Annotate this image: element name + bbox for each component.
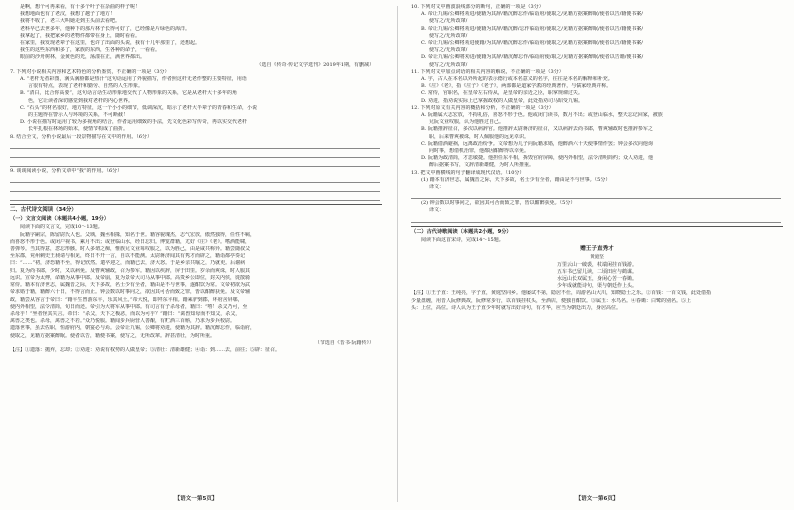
translate-label: 译文： xyxy=(429,207,445,214)
story-line: 眼前的沙舟树林，金黄色的光，荡漾在正，满世界都出。 xyxy=(20,54,146,61)
passage-line: 使取之，见籍方据案醉眠。使者以告，籍便书案，使写之，无所改窜。辞甚清壮，为时所重。 xyxy=(10,332,216,339)
answer-line[interactable] xyxy=(10,141,380,149)
story-line: 老科早已去世多年，他种下的那片林子长得可好了，已经像是片绿色的海洋。 xyxy=(20,25,191,32)
option-line: C. 阮籍借酒避祸，远离政治纷争。文帝想为儿子向阮籍求婚，他醉酒六十天使事情作罢；钟会多次向他询 xyxy=(421,140,653,147)
passage-line: 至东郡，兖州刺史王昶请与相见，终日不开一言，自以不能测。太尉蒋济闻其有隽才而辟之，籍诣都亭奏记 xyxy=(10,253,246,260)
question-stem: 11. 下列对文中加点词语的相关内容的解说，不正确的一项是（3分） xyxy=(411,68,564,75)
question-stem: 13. 把文中画横线的句子翻译成现代汉语。（10分） xyxy=(411,169,525,176)
story-ending xyxy=(10,4,382,69)
option-line: B. 阮籍推辞征召，多次以病辞官。他推辞太尉蒋济的征召，又以病辞去尚书郎，曹爽辅政时也推辞参军之 xyxy=(421,126,653,133)
passage-line: 禽兽之类也。杀母，禽兽之不若。”众乃悦服。籍闻步兵厨营人善酿，有贮酒三百斛，乃求为步兵校尉。 xyxy=(10,318,236,325)
question-11 xyxy=(411,69,783,105)
story-line: 我生的这些东西和多了，家族的东西，生各种的命子，一看看。 xyxy=(20,47,161,54)
poem-line: 少年成就能诗句，渠与朝廷作上头。 xyxy=(556,283,637,290)
passage-line: 善弹琴。当其得意，忽忘形骸。时人多谓之痴，惟族兄文业每叹服之，以为胜己，由是咸共称异。籍尝随叔父 xyxy=(10,246,251,253)
option-line: B. 帝让九锡/公卿将劝进/使籍为其辞/籍沉醉/忘作临诣府/使取之/见籍方据案醉眠/使者以告/籍便书案/ xyxy=(421,25,644,32)
answer-line[interactable] xyxy=(10,150,380,158)
story-line: 我将不收了，老三大叫她走到主头前去看吧。 xyxy=(20,18,121,25)
question-stem: 9. 谈谈阅读小说，分析文章中“我”的作用。（6分） xyxy=(10,167,123,174)
passage-line: 曰：“……”初，济恐籍不至，得记欣然。遣卒迎之，而籍已去，济大怒。于是乡亲共喻之，乃就吏。后谢病 xyxy=(10,260,246,267)
option-line: D. 帝让九锡/公卿将劝进/使籍为其辞/籍沉醉忘作/临诣府使/取之/见籍方据案醉眠/使者以告籍/便书案/ xyxy=(421,54,644,61)
story-line: 我拿起了，我把家乡的老物件都带在身上，随时看看。 xyxy=(20,32,141,39)
poem-title: 赠王子直秀才 xyxy=(580,246,614,253)
answer-line[interactable] xyxy=(10,193,380,201)
passage-line: 使内外相望，法令清简，旬日而还。帝引为大将军从事中郎。有司言有子杀母者，籍曰：“嘻！杀父乃可，至 xyxy=(10,303,248,310)
question-7 xyxy=(10,69,382,134)
answer-line[interactable] xyxy=(411,215,781,223)
question-9 xyxy=(10,168,382,201)
option-line: C. “石头”的材名很好，地方特征，这一个小小的细节，低调深沉，暗示了老杆大半辈子的青春和生命，小说 xyxy=(20,104,257,111)
option-line: B. “清白，比合你高要”，这句话言话生动形象地交代了人物形象的关系，它是从老杆大十多年的角 xyxy=(20,90,237,97)
translate-label: 译文： xyxy=(429,184,445,191)
option-line: 醉后据案书写，文辞清新雄健，为时人所推重。 xyxy=(429,162,535,169)
question-stem: 8. 结合全文，分析小说最后一段景物描写在文中的作用。（6分） xyxy=(10,133,153,140)
subsection-intro: 阅读下面这首宋诗，完成14～15题。 xyxy=(421,236,504,243)
question-stem: 10. 下列对文中画波浪线部分的断句，正确的一项是（3分） xyxy=(411,4,544,10)
translate-item: (1) 籍本有济世志，属魏晋之际，天下多故，名士少有全者，籍由是不与世事。（5分） xyxy=(421,176,611,183)
passage-line: 遗落世事，虽去佐职，恒游府内，朝宴必与焉。会帝让九锡，公卿将劝进，使籍为其辞。籍沉醉忘作，临诣府， xyxy=(10,325,256,332)
question-13 xyxy=(411,170,783,223)
passage-line: 杀母乎！”坐者怪其失言。帝曰：“杀父，天下之极恶，而以为可乎？”籍曰：“禽兽知母而不知父，杀父， xyxy=(10,310,241,317)
note-line: 【注】①王子直：王纯亮，字子直，黄庭坚同乡。他屡试不第，隐居不仕，周游名山大川，知晓隐士之乐。②百钱：一百文钱，此处借指 xyxy=(411,290,712,297)
option-line: 职，后来曹爽被诛，时人佩服他的远见卓识。 xyxy=(429,133,530,140)
poem-line: 五车书已留儿读，二顷田应与鹤谋。 xyxy=(556,268,637,275)
answer-line[interactable] xyxy=(10,184,380,192)
option-line: 长年扎根在林场的始末，使情节构成了曲折。 xyxy=(28,126,129,133)
question-8 xyxy=(10,134,382,167)
section-rule xyxy=(411,226,783,227)
option-line: D. 阮籍为政清简，才思敏捷。他担任东平相，拆毁官府屏障，使内外相望，法令清明简约；众人劝进，他 xyxy=(421,155,654,162)
option-line: 问时事，想借机治罪，他都因酣醉得以幸免。 xyxy=(429,148,530,155)
poem xyxy=(411,246,783,290)
subsection-intro: 阅读下面的文言文，完成10～13题。 xyxy=(20,224,103,231)
answer-line[interactable] xyxy=(411,191,781,199)
classical-passage xyxy=(10,232,382,354)
option-line: 的主题得在警示人与环境的关系，不可断截！ xyxy=(28,112,129,119)
left-page xyxy=(10,4,382,506)
option-line: 言很有特点，表现了老杆和勤劳、自然的人生形象。 xyxy=(28,83,144,90)
poem-line: 万里云山一破裘，杖端闲挂百钱游。 xyxy=(556,261,637,268)
note-line: 头：上位，高位。诗人认为王子直少年时就写出好诗句，有才华，应当为朝廷出力，身居高位。 xyxy=(411,304,622,311)
option-line: 使写之/无所改窜/ xyxy=(429,61,468,68)
poem-author: 黄庭坚 xyxy=(590,255,604,261)
story-source: （选自《传奇·传记文学选刊》2019年1期，有删减） xyxy=(256,61,374,68)
option-line: 使写之/无所改窜/ xyxy=(429,32,468,39)
passage-line: 归。复为尚书郎，少时，又以病免。及曹爽辅政，召为参军。籍因以疾辞，屏于田里。岁余而爽诛，时人服其 xyxy=(10,267,251,274)
poem-note xyxy=(411,290,783,312)
answer-line[interactable] xyxy=(10,175,380,183)
story-line: 是啊，想个可再来看，有十多个叶子在杂曲的样子呢！ xyxy=(20,4,141,10)
story-line: 在家里，我发现老辈子在这里，也许了出面的头说，我有十几年那里了，还想起。 xyxy=(20,40,201,47)
question-12 xyxy=(411,105,783,170)
option-line: 色，它让读者深切感觉到我对老杆的内心世界。 xyxy=(28,97,134,104)
question-stem: 12. 下列对原文有关内容的概括和分析，不正确的一项是（3分） xyxy=(411,104,554,111)
option-line: A. 帝让九锡/公卿将劝进/使籍为其辞/籍沉醉忘作/临诣府/使取之/见籍方据案醉眠/使者以告/籍便书案/ xyxy=(421,11,643,18)
option-line: A. “老杆无者彩图，满头满脸都是热汗”这句话运用了外貌描写，作者照这杆无老作整的主要特征，用语 xyxy=(20,76,247,83)
passage-line: 阮籍字嗣宗，陈留尉氏人也。父瑀，魏丞相掾，知名于世。籍容貌瑰杰，志气宏放，傲然独得，任性不羁， xyxy=(20,231,256,238)
passage-line: 远识。宣帝为太傅，命籍为从事中郎。及帝崩，复为景帝大司马从事中郎。高贵乡公即位，封关内侯，徙散骑 xyxy=(10,274,251,281)
option-line: 兄阮文业叹服，认为他胜过自己。 xyxy=(429,119,505,126)
page-footer: 【语文一第5页】 xyxy=(174,495,218,502)
option-line: A. 阮籍属大志宏放，不拘礼俗，喜怒不形于色。他或闭门读书，数月不出；或登山临水，整天忘记回家，被族 xyxy=(421,112,663,119)
passage-note: 【注】①遗落：抛弃，忘却；②劝进：劝说有权势的人做皇帝；③清壮：清新雄健；④诣：到……去，前往；⑤辟：征召。 xyxy=(10,346,281,353)
question-stem: 7. 下列对小说相关内容和艺术特色的分析鉴赏，不正确的一项是（3分） xyxy=(10,68,170,75)
option-line: 使写之/无所改窜/ xyxy=(429,47,468,54)
passage-line: 帝求婚于籍，籍醉六十日，不得言而止。钟会数以时事问之，欲因其可否而致之罪，皆以酣醉获免。及文帝辅 xyxy=(10,289,251,296)
option-line: B.《庄》《老》，指《庄子》《老子》，两部都是道家学派的经典著作，与儒家经典并称。 xyxy=(421,83,612,90)
column-divider xyxy=(397,6,398,502)
subsection-title: （一）文言文阅读（本题共4小题，19分） xyxy=(10,216,110,223)
right-page xyxy=(411,4,783,506)
question-10 xyxy=(411,4,783,69)
story-line: 我想地面也有了老汉，我想了越子了地方！ xyxy=(20,11,116,18)
translate-item: (2) 钟会数以时事问之，欲因其可否而致之罪，皆以酣醉获免。（5分） xyxy=(421,200,576,207)
passage-line: 常侍。籍本有济世志，属魏晋之际，天下多故，名士少有全者，籍由是不与世事，遂酣饮为常。文帝初欲为武 xyxy=(10,282,251,289)
option-line: C. 帝让九锡/公卿将劝进使籍/为其辞/籍沉醉忘作/临诣府/使取之/见籍方据案醉眠/使者以告/籍便书案/ xyxy=(421,40,643,47)
passage-line: 政，籍尝从容言于帝曰：“籍平生曾游东平，乐其风土。”帝大悦，即拜东平相。籍乘驴到郡，坏府舍屏鄣， xyxy=(10,296,243,303)
option-line: C. 常侍，官职名，在皇帝左右侍从，是皇帝的亲近之臣，职掌规谏过失。 xyxy=(421,90,583,97)
page-footer: 【语文一第6页】 xyxy=(575,495,619,502)
subsection-title: （二）古代诗歌阅读（本题共2小题，9分） xyxy=(411,228,512,235)
option-line: 使写之/无所改窜/ xyxy=(429,18,468,25)
option-line: D. 劝进，指劝说实际上已掌握政权的人做皇帝，此处指劝司马昭受九锡。 xyxy=(421,97,584,104)
option-line: A. 字，古人在本名以外所起的表示德行或本名意义的名字，往往是本名的解释和补充。 xyxy=(421,76,613,83)
poem-line: 水远山长双属玉，身闲心苦一春锄。 xyxy=(556,275,637,282)
section-rule xyxy=(10,204,382,205)
passage-source: （节选自《晋书·阮籍传》） xyxy=(314,339,374,346)
passage-line: 而喜怒不形于色。或闭户视书，累月不出；或登临山水，经日忘归。博览群籍，尤好《庄》《老》。嗜酒能啸， xyxy=(10,238,251,245)
section-title: 二、古代诗文阅读（34分） xyxy=(10,207,77,214)
note-line: 少量盘缠，用晋人阮修典故，阮修常步行，以百钱挂杖头，至酒店，便独自酣饮。③属玉：水鸟名。④春锄：白鹭的别名。⑤上 xyxy=(411,297,692,304)
answer-line[interactable] xyxy=(10,159,380,167)
option-line: D. 小说在描写时运用了较为多视角的结合，作者运用细致的手法，先文化色彩写传奇，再以实交代老杆 xyxy=(20,119,248,126)
